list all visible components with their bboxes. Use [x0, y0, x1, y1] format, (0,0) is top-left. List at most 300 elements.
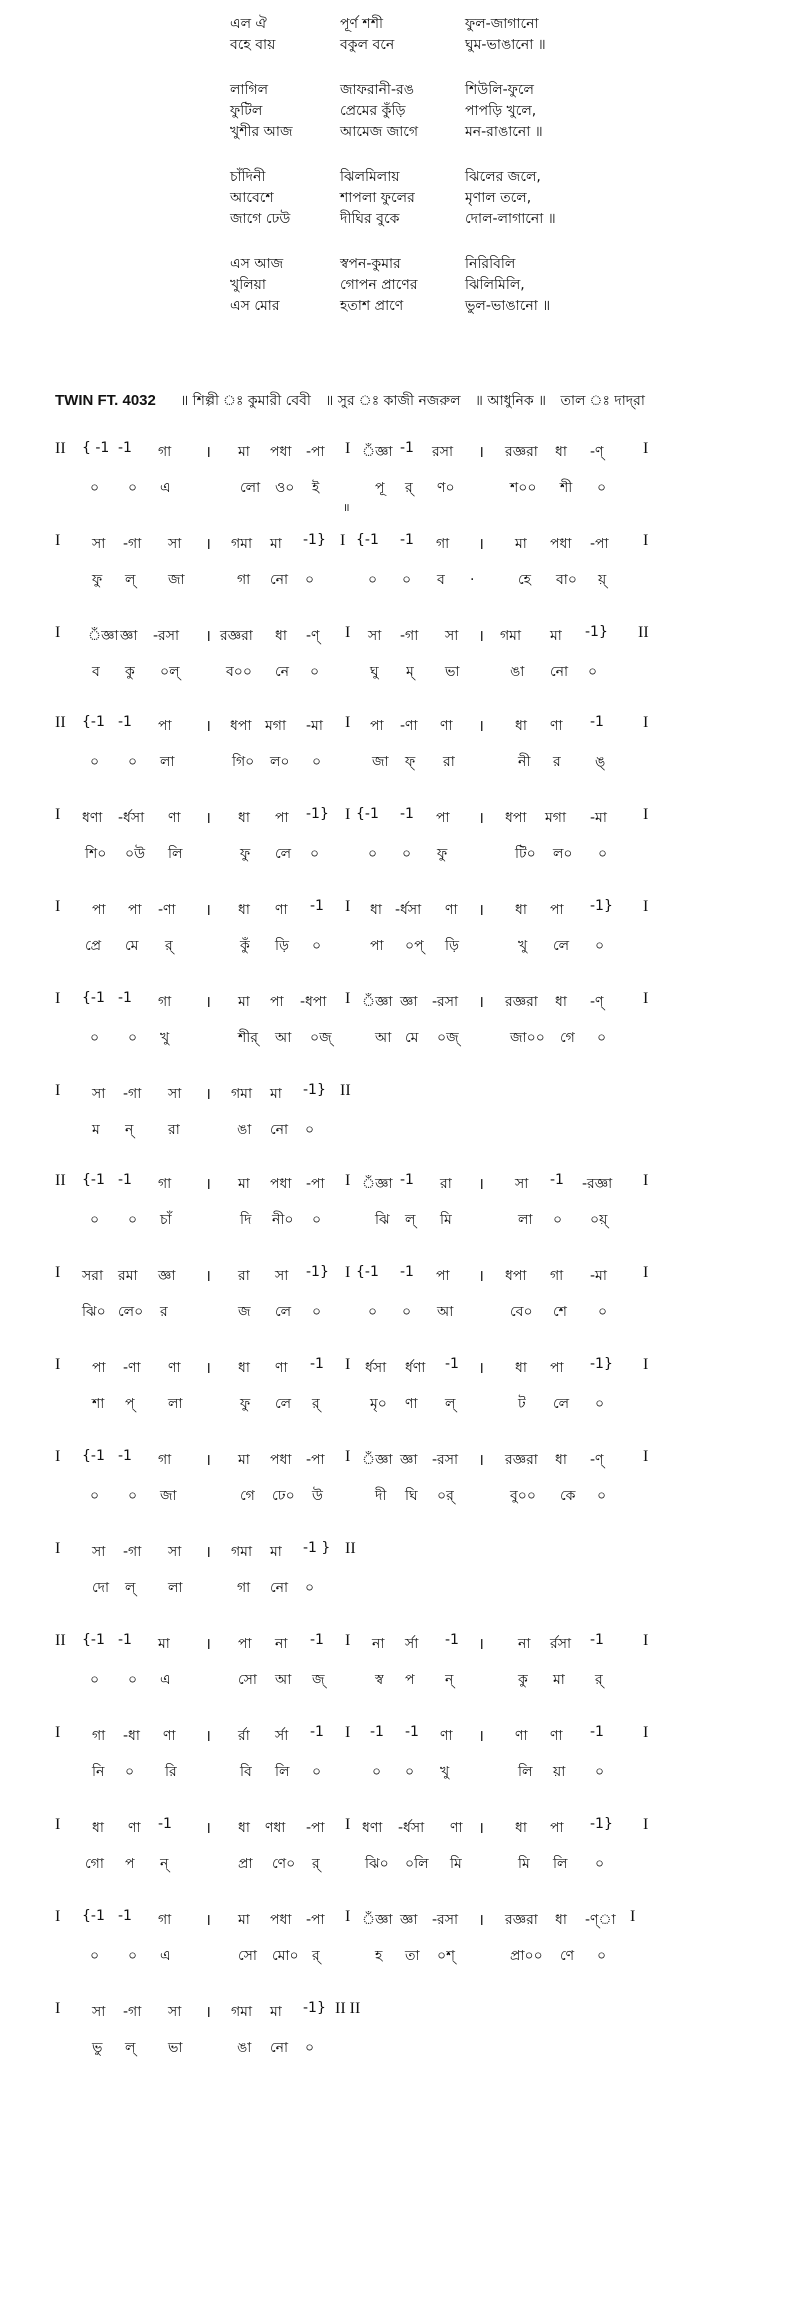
note-cell: ঁজ্ঞা — [362, 1452, 393, 1468]
syllable-cell: ০লি — [405, 1856, 429, 1872]
syllable-cell: নো — [270, 2040, 289, 2056]
note-cell: I — [643, 714, 649, 731]
lyric-phrase: আমেজ জাগে — [340, 124, 419, 140]
syllable-cell: ০ — [90, 1212, 100, 1228]
note-cell: I — [643, 440, 649, 457]
note-cell: -রসা — [153, 628, 180, 644]
note-cell: । — [478, 628, 485, 645]
note-cell: । — [478, 536, 485, 553]
note-cell: মা — [270, 1086, 282, 1102]
syllable-cell: ০ — [598, 846, 608, 862]
note-cell: রজ্ঞরা — [220, 628, 253, 644]
note-cell: । — [478, 1360, 485, 1377]
syllable-cell: নো — [270, 1580, 289, 1596]
note-cell: র্ধসা — [365, 1360, 387, 1376]
notation-row — [0, 1356, 800, 1416]
notation-row — [0, 806, 800, 866]
note-cell: ধা — [238, 810, 250, 826]
syllable-cell: ট — [518, 1396, 526, 1412]
note-cell: ঁজ্ঞা — [362, 994, 393, 1010]
syllable-cell: প — [125, 1856, 135, 1872]
note-cell: I — [55, 624, 61, 641]
syllable-cell: য়্ — [598, 572, 607, 588]
note-cell: পা — [550, 1360, 564, 1376]
note-cell: -1 — [370, 1724, 384, 1740]
notation-row — [0, 1082, 800, 1142]
note-cell: -গা — [123, 1086, 142, 1102]
note-cell: ধপা — [505, 810, 527, 826]
note-cell: I — [345, 624, 351, 641]
lyric-phrase: খুলিয়া — [230, 277, 266, 293]
syllable-cell: ঙা — [237, 2040, 252, 2056]
note-cell: -গা — [123, 1544, 142, 1560]
syllable-cell: ঘু — [370, 664, 379, 680]
note-cell: । — [478, 1820, 485, 1837]
note-cell: মা — [270, 1544, 282, 1560]
note-cell: -1 — [310, 1724, 324, 1740]
notation-row — [0, 532, 800, 592]
note-cell: ধপা — [230, 718, 252, 734]
note-cell: মা — [238, 1176, 250, 1192]
note-cell: ঁজ্ঞা — [88, 628, 119, 644]
note-cell: I — [643, 532, 649, 549]
syllable-cell: ঝি০ — [365, 1856, 389, 1872]
note-cell: রমা — [118, 1268, 138, 1284]
syllable-cell: ০ — [588, 664, 598, 680]
syllable-cell: লা — [168, 1396, 183, 1412]
note-cell: {-1 — [356, 1264, 379, 1280]
lyric-phrase: বহে বায় — [230, 37, 276, 53]
syllable-cell: নো — [270, 572, 289, 588]
note-cell: । — [205, 1086, 212, 1103]
note-cell: । — [478, 1636, 485, 1653]
note-cell: I — [55, 2000, 61, 2017]
note-cell: {-1 — [82, 990, 105, 1006]
syllable-cell: পা — [370, 938, 384, 954]
note-cell: -1 — [590, 1632, 604, 1648]
syllable-cell: স্ব — [375, 1672, 384, 1688]
syllable-cell: প — [405, 1672, 415, 1688]
syllable-cell: ল০ — [553, 846, 573, 862]
syllable-cell: ০ — [405, 1764, 415, 1780]
notation-row — [0, 898, 800, 958]
syllable-cell: ০ — [305, 1580, 315, 1596]
note-cell: -পা — [306, 1176, 325, 1192]
note-cell: {-1 — [82, 1172, 105, 1188]
syllable-cell: ০ — [372, 1764, 382, 1780]
note-cell: পা — [158, 718, 172, 734]
note-cell: । — [205, 536, 212, 553]
note-cell: জ্ঞা — [158, 1268, 176, 1284]
note-cell: ধা — [515, 1360, 527, 1376]
note-cell: -পা — [306, 1452, 325, 1468]
lyric-phrase: ঝিলমিলায় — [340, 169, 400, 185]
note-cell: পধা — [270, 1176, 292, 1192]
note-cell: -1 — [400, 1264, 414, 1280]
syllable-cell: র্ — [595, 1672, 603, 1688]
note-cell: I — [345, 1172, 351, 1189]
note-cell: ধা — [238, 1820, 250, 1836]
lyric-phrase: মন-রাঙানো ॥ — [465, 124, 543, 140]
note-cell: I — [345, 1724, 351, 1741]
note-cell: {-1 — [82, 1908, 105, 1924]
note-cell: I — [55, 1264, 61, 1281]
note-cell: র্ধণা — [405, 1360, 426, 1376]
syllable-cell: জা — [168, 572, 185, 588]
note-cell: গা — [158, 444, 172, 460]
note-cell: জ্ঞা — [400, 1452, 418, 1468]
note-cell: ধণা — [362, 1820, 383, 1836]
note-cell: I — [345, 990, 351, 1007]
note-cell: গা — [158, 1176, 172, 1192]
note-cell: I — [55, 1082, 61, 1099]
lyric-phrase: দীঘির বুকে — [340, 211, 400, 227]
note-cell: -1 — [118, 1448, 132, 1464]
note-cell: -1 — [550, 1172, 564, 1188]
note-cell: -1 — [118, 714, 132, 730]
note-cell: পা — [436, 1268, 450, 1284]
note-cell: -গা — [123, 536, 142, 552]
syllable-cell: ঝি০ — [82, 1304, 106, 1320]
note-cell: I — [643, 1264, 649, 1281]
syllable-cell: সো — [238, 1948, 257, 1964]
note-cell: II II — [335, 2000, 361, 2017]
note-cell: মা — [270, 2004, 282, 2020]
lyric-phrase: এল ঐ — [230, 16, 267, 32]
syllable-cell: শীর্ — [238, 1030, 258, 1046]
note-cell: -1 — [118, 990, 132, 1006]
note-cell: -1 — [158, 1816, 172, 1832]
note-cell: -ণা — [158, 902, 176, 918]
syllable-cell: . — [470, 568, 475, 584]
note-cell: -1 — [400, 532, 414, 548]
syllable-cell: জা — [160, 1488, 177, 1504]
syllable-cell: কু — [518, 1672, 528, 1688]
syllable-cell: ঢে০ — [272, 1488, 295, 1504]
syllable-cell: মে — [405, 1030, 419, 1046]
syllable-cell: ০ — [90, 1672, 100, 1688]
syllable-cell: ০ল্ — [160, 664, 180, 680]
note-cell: সা — [445, 628, 459, 644]
syllable-cell: ফু — [92, 572, 103, 588]
syllable-cell: ০ — [90, 1488, 100, 1504]
syllable-cell: নো — [550, 664, 569, 680]
note-cell: -ধপা — [300, 994, 327, 1010]
note-cell: -ণা — [123, 1360, 141, 1376]
lyric-phrase: হতাশ প্রাণে — [340, 298, 404, 314]
note-cell: II — [55, 1632, 66, 1649]
syllable-cell: ভু — [92, 2040, 103, 2056]
lyric-phrase: শাপলা ফুলের — [340, 190, 415, 206]
note-cell: -গা — [123, 2004, 142, 2020]
note-cell: I — [643, 898, 649, 915]
note-cell: I — [345, 898, 351, 915]
syllable-cell: ন্ — [125, 1122, 134, 1138]
note-cell: {-1 — [82, 714, 105, 730]
note-cell: II — [55, 1172, 66, 1189]
syllable-cell: লি — [553, 1856, 568, 1872]
note-cell: মগা — [265, 718, 287, 734]
note-cell: I — [643, 1816, 649, 1833]
note-cell: I — [643, 1632, 649, 1649]
notation-row — [0, 714, 800, 774]
syllable-cell: হ — [375, 1948, 383, 1964]
syllable-cell: উ — [312, 1488, 323, 1504]
note-cell: -1} — [303, 2000, 326, 2016]
syllable-cell: ০ — [90, 754, 100, 770]
note-cell: । — [478, 1452, 485, 1469]
note-cell: রজ্ঞরা — [505, 444, 538, 460]
syllable-cell: দী — [375, 1488, 387, 1504]
note-cell: মা — [270, 536, 282, 552]
note-cell: I — [643, 1356, 649, 1373]
syllable-cell: জ — [238, 1304, 251, 1320]
syllable-cell: ন্ — [160, 1856, 169, 1872]
note-cell: । — [205, 810, 212, 827]
note-cell: পধা — [270, 1912, 292, 1928]
note-cell: সা — [168, 536, 182, 552]
syllable-cell: ব০০ — [226, 664, 252, 680]
note-cell: গা — [92, 1728, 106, 1744]
lyric-phrase: আবেশে — [230, 190, 274, 206]
syllable-cell: ০ — [368, 572, 378, 588]
note-cell: -1} — [590, 1356, 613, 1372]
note-cell: পা — [128, 902, 142, 918]
syllable-cell: ০ — [128, 1672, 138, 1688]
syllable-cell: ল্ — [125, 2040, 136, 2056]
syllable-cell: ০র্ — [437, 1488, 454, 1504]
syllable-cell: ০ — [368, 846, 378, 862]
note-cell: I — [630, 1908, 636, 1925]
note-cell: ঁজ্ঞা — [362, 1176, 393, 1192]
syllable-cell: ঙ্ — [595, 754, 606, 770]
syllable-cell: ঝি — [375, 1212, 390, 1228]
syllable-cell: শ০০ — [510, 480, 537, 496]
syllable-cell: ০ — [128, 1948, 138, 1964]
note-cell: ণা — [163, 1728, 176, 1744]
note-cell: মা — [238, 1452, 250, 1468]
syllable-cell: আ — [437, 1304, 454, 1320]
note-cell: ধা — [555, 1452, 567, 1468]
syllable-cell: ও০ — [275, 480, 295, 496]
note-cell: ধা — [238, 1360, 250, 1376]
lyric-phrase: গোপন প্রাণের — [340, 277, 418, 293]
syllable-cell: ম — [92, 1122, 100, 1138]
note-cell: পা — [370, 718, 384, 734]
note-cell: ধা — [92, 1820, 104, 1836]
note-cell: । — [205, 718, 212, 735]
note-cell: -1 — [445, 1356, 459, 1372]
note-cell: I — [345, 1632, 351, 1649]
syllable-cell: ০ — [312, 1212, 322, 1228]
note-cell: -1} — [590, 898, 613, 914]
syllable-cell: ০ — [90, 1948, 100, 1964]
syllable-cell: ০ — [128, 1488, 138, 1504]
syllable-cell: র্ — [312, 1396, 320, 1412]
syllable-cell: ল্ — [125, 1580, 136, 1596]
note-cell: I — [55, 898, 61, 915]
note-cell: মা — [158, 1636, 170, 1652]
note-cell: মা — [515, 536, 527, 552]
syllable-cell: কুঁ — [240, 938, 250, 954]
note-cell: ধা — [275, 628, 287, 644]
note-cell: ঁজ্ঞা — [362, 444, 393, 460]
syllable-cell: ০ — [90, 1030, 100, 1046]
note-cell: র্সা — [275, 1728, 289, 1744]
syllable-cell: ফ্ — [405, 754, 416, 770]
syllable-cell: লে — [553, 1396, 570, 1412]
note-cell: সরা — [82, 1268, 104, 1284]
genre-label: ॥ আধুনিক ॥ — [474, 393, 547, 409]
syllable-cell: ব — [437, 572, 445, 588]
note-cell: -র্ধসা — [395, 902, 422, 918]
note-cell: -ণ্া — [585, 1912, 616, 1928]
syllable-cell: মৃ০ — [370, 1396, 387, 1412]
note-cell: মা — [238, 444, 250, 460]
syllable-cell: র্ — [165, 938, 173, 954]
note-cell: পধা — [550, 536, 572, 552]
note-cell: রজ্ঞরা — [505, 1912, 538, 1928]
note-cell: সা — [92, 2004, 106, 2020]
syllable-cell: এ — [160, 1948, 171, 1964]
note-cell: । — [478, 1912, 485, 1929]
lyric-phrase: স্বপন-কুমার — [340, 256, 401, 272]
note-cell: -ণ্ — [306, 628, 320, 644]
note-cell: I — [55, 1448, 61, 1465]
syllable-cell: ০ — [402, 846, 412, 862]
syllable-cell: র্ — [312, 1948, 320, 1964]
syllable-cell: ০ — [368, 1304, 378, 1320]
note-cell: না — [518, 1636, 531, 1652]
note-cell: -ধা — [123, 1728, 140, 1744]
syllable-cell: ম্ — [406, 664, 414, 680]
note-cell: -1} — [303, 1082, 326, 1098]
note-cell: I — [643, 1448, 649, 1465]
syllable-cell: ০ — [305, 572, 315, 588]
syllable-cell: ০ — [402, 572, 412, 588]
syllable-cell: নী — [518, 754, 531, 770]
syllable-cell: পূ — [375, 480, 385, 496]
syllable-cell: ড়ি — [445, 938, 459, 954]
note-cell: গা — [436, 536, 450, 552]
note-cell: -1 — [310, 1632, 324, 1648]
syllable-cell: দো — [92, 1580, 110, 1596]
note-cell: -1 — [118, 1908, 132, 1924]
syllable-cell: কে — [560, 1488, 576, 1504]
syllable-cell: ভা — [168, 2040, 183, 2056]
lyric-phrase: প্রেমের কুঁড়ি — [340, 103, 406, 119]
syllable-cell: চাঁ — [160, 1212, 172, 1228]
note-cell: পা — [92, 902, 106, 918]
notation-row — [0, 1632, 800, 1692]
note-cell: সা — [168, 1086, 182, 1102]
syllable-cell: ০ — [598, 1304, 608, 1320]
note-cell: গমা — [231, 2004, 253, 2020]
lyric-phrase: চাঁদিনী — [230, 169, 266, 185]
notation-row — [0, 1724, 800, 1784]
notation-row — [0, 1540, 800, 1600]
note-cell: II — [340, 1082, 351, 1099]
syllable-cell: লো — [240, 480, 261, 496]
syllable-cell: এ — [160, 480, 171, 496]
note-cell: রা — [440, 1176, 452, 1192]
note-cell: -1 — [590, 1724, 604, 1740]
composer-credit: ॥ সুর ঃ কাজী নজরুল — [325, 393, 461, 409]
note-cell: -1 — [405, 1724, 419, 1740]
note-cell: সা — [168, 2004, 182, 2020]
note-cell: -পা — [306, 444, 325, 460]
syllable-cell: ণে০ — [272, 1856, 296, 1872]
lyric-phrase: খুশীর আজ — [230, 124, 293, 140]
note-cell: ধণা — [82, 810, 103, 826]
note-cell: । — [205, 1820, 212, 1837]
syllable-cell: ০য়্ — [590, 1212, 608, 1228]
note-cell: I — [345, 1908, 351, 1925]
note-cell: । — [478, 1728, 485, 1745]
note-cell: -ণ্ — [590, 1452, 604, 1468]
note-cell: -1 — [590, 714, 604, 730]
syllable-cell: লা — [168, 1580, 183, 1596]
syllable-cell: রা — [168, 1122, 180, 1138]
note-cell: সা — [515, 1176, 529, 1192]
note-cell: I — [643, 806, 649, 823]
syllable-cell: তা — [405, 1948, 420, 1964]
note-cell: গমা — [231, 1544, 253, 1560]
syllable-cell: ভা — [445, 664, 460, 680]
note-cell: ধা — [370, 902, 382, 918]
note-cell: -মা — [590, 1268, 607, 1284]
lyric-phrase: নিরিবিলি — [465, 256, 516, 272]
syllable-cell: বি — [240, 1764, 252, 1780]
singer-credit: ॥ শিল্পী ঃ কুমারী বেবী — [180, 393, 311, 409]
note-cell: I — [345, 1816, 351, 1833]
note-cell: ণা — [515, 1728, 528, 1744]
note-cell: । — [205, 1268, 212, 1285]
notation-row — [0, 1816, 800, 1876]
syllable-cell: ০ — [597, 1030, 607, 1046]
note-cell: I — [643, 1724, 649, 1741]
syllable-cell: লি — [518, 1764, 533, 1780]
note-cell: ধা — [555, 1912, 567, 1928]
note-cell: ণা — [440, 1728, 453, 1744]
note-cell: -মা — [590, 810, 607, 826]
syllable-cell: লে — [275, 1304, 292, 1320]
syllable-cell: র — [160, 1304, 168, 1320]
lyric-phrase: ঝিলিমিলি, — [465, 277, 525, 293]
note-cell: ণা — [275, 1360, 288, 1376]
syllable-cell: ০ — [595, 1764, 605, 1780]
note-cell: -1 } — [303, 1540, 331, 1556]
note-cell: -1 — [310, 1356, 324, 1372]
note-cell: রা — [238, 1268, 250, 1284]
note-cell: । — [205, 1360, 212, 1377]
note-cell: ণা — [168, 810, 181, 826]
syllable-cell: ল্ — [125, 572, 136, 588]
note-cell: -1 — [118, 440, 132, 456]
syllable-cell: কু — [125, 664, 135, 680]
syllable-cell: লি — [275, 1764, 290, 1780]
note-cell: I — [55, 1724, 61, 1741]
syllable-cell: ০ — [305, 2040, 315, 2056]
syllable-cell: ০ — [128, 1212, 138, 1228]
syllable-cell: ০ — [553, 1212, 563, 1228]
lyric-phrase: জাগে ঢেউ — [230, 211, 291, 227]
syllable-cell: রি — [165, 1764, 177, 1780]
syllable-cell: র — [553, 754, 561, 770]
note-cell: গা — [158, 1912, 172, 1928]
note-cell: -র্ধসা — [398, 1820, 425, 1836]
note-cell: । — [205, 1452, 212, 1469]
